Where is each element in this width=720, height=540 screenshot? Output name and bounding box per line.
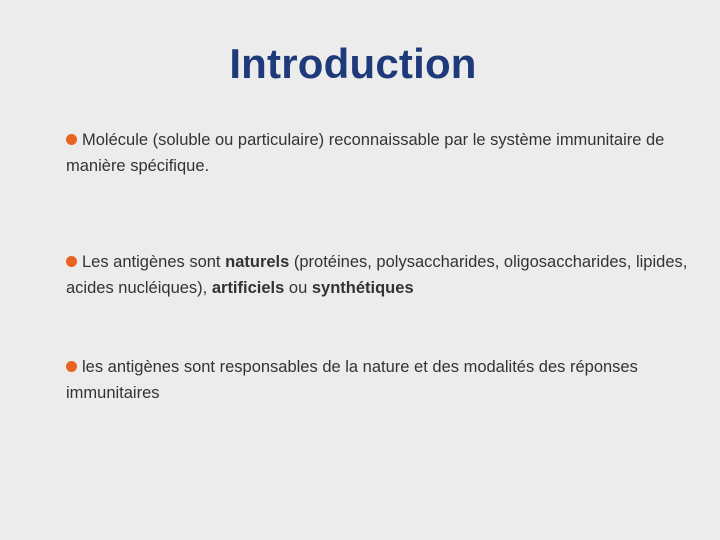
bullet-item-3 xyxy=(66,354,706,406)
bullet-2-bold-naturels: naturels xyxy=(225,253,290,271)
bullet-2-text-part-2: (protéines, polysaccharides, oligosaccharides, lipides, acides nucléiques), xyxy=(66,253,688,297)
orange-dot-icon xyxy=(66,361,77,372)
bullet-3-text: les antigènes sont responsables de la nature et des modalités des réponses immunitaires xyxy=(66,358,638,402)
orange-dot-icon xyxy=(66,256,77,267)
bullet-2-text-part-1: Les antigènes sont xyxy=(82,253,226,271)
bullet-item-2 xyxy=(66,249,706,301)
slide-title: Introduction xyxy=(229,40,477,87)
bullet-1-text: Molécule (soluble ou particulaire) reconnaissable par le système immunitaire de manière spécifique. xyxy=(66,131,665,175)
bullet-2-text-part-3: ou xyxy=(284,279,312,297)
bullet-2-bold-synthetiques: synthétiques xyxy=(311,279,414,297)
bullet-2-bold-artificiels: artificiels xyxy=(211,279,285,297)
orange-dot-icon xyxy=(66,134,77,145)
bullet-item-1 xyxy=(66,127,706,179)
